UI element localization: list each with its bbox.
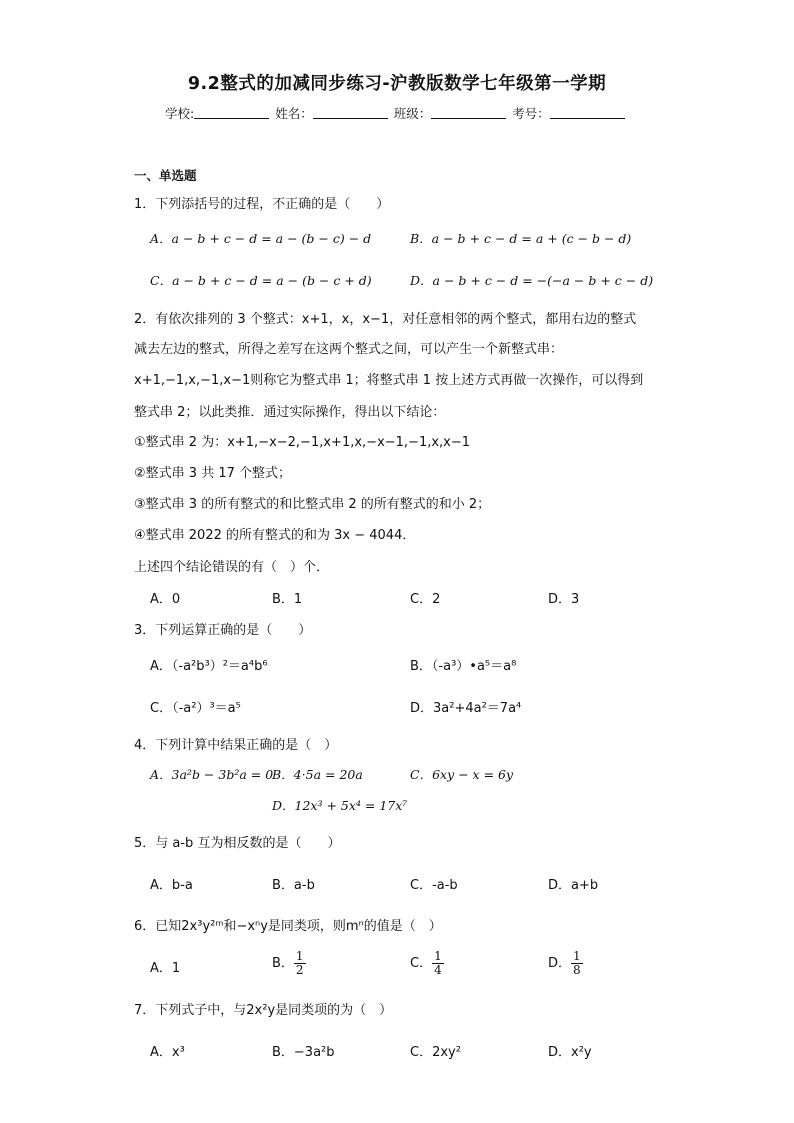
school-blank[interactable] (194, 106, 269, 119)
q6-option-c-label: C． (410, 956, 433, 971)
q2-line-3: x+1,−1,x,−1,x−1则称它为整式串 1；将整式串 1 按上述方式再做一次操作，可以得到 (134, 373, 644, 388)
q6-option-b-label: B． (272, 956, 294, 971)
q1-option-b[interactable]: B．a − b + c − d = a + (c − b − d) (410, 231, 632, 246)
q2-option-b[interactable]: B．1 (272, 592, 303, 607)
q6-stem: 6．已知2x³y²ᵐ和−xⁿy是同类项，则mⁿ的值是（ ） (134, 919, 442, 934)
q2-option-d[interactable]: D．3 (548, 592, 580, 607)
q7-stem: 7．下列式子中，与2x²y是同类项的为（ ） (134, 1003, 393, 1018)
q5-option-d[interactable]: D．a+b (548, 878, 599, 893)
q2-statement-1: ①整式串 2 为：x+1,−x−2,−1,x+1,x,−x−1,−1,x,x−1 (134, 435, 471, 450)
name-blank[interactable] (313, 106, 388, 119)
q3-stem: 3．下列运算正确的是（ ） (134, 623, 312, 638)
q2-question: 上述四个结论错误的有（ ）个． (134, 560, 330, 575)
school-label: 学校: (165, 106, 195, 121)
q3-option-c[interactable]: C．（-a²）³＝a⁵ (150, 701, 241, 716)
q2-statement-2: ②整式串 3 共 17 个整式； (134, 466, 291, 481)
fraction-numerator: 1 (434, 949, 442, 963)
q6-option-a[interactable]: A．1 (150, 961, 181, 976)
fraction-denominator: 2 (295, 963, 304, 977)
q6-option-b-fraction (294, 950, 306, 977)
fraction-numerator: 1 (295, 949, 304, 963)
q4-option-b[interactable]: B．4·5a = 20a (272, 767, 363, 782)
q5-option-b[interactable]: B．a-b (272, 878, 315, 893)
q1-option-a[interactable]: A．a − b + c − d = a − (b − c) − d (150, 231, 372, 246)
q6-option-d-label: D． (548, 956, 572, 971)
q3-option-b[interactable]: B．（-a³）•a⁵＝a⁸ (410, 659, 517, 674)
q2-line-2: 减去左边的整式，所得之差写在这两个整式之间，可以产生一个新整式串： (134, 342, 564, 357)
q1-option-c[interactable]: C．a − b + c − d = a − (b − c + d) (150, 273, 372, 288)
q7-option-c[interactable]: C．2xy² (410, 1045, 461, 1060)
q1-option-d[interactable]: D．a − b + c − d = −(−a − b + c − d) (410, 273, 654, 288)
name-label: 姓名： (275, 106, 313, 121)
q2-statement-4: ④整式串 2022 的所有整式的和为 3x − 4044． (134, 528, 416, 543)
q5-stem: 5．与 a-b 互为相反数的是（ ） (134, 836, 341, 851)
q3-option-d[interactable]: D．3a²+4a²＝7a⁴ (410, 701, 522, 716)
q4-option-c[interactable]: C．6xy − x = 6y (410, 767, 514, 782)
q4-option-a[interactable]: A．3a²b − 3b²a = 0 (150, 767, 274, 782)
fraction-numerator: 1 (573, 949, 581, 963)
q7-option-d[interactable]: D．x²y (548, 1045, 592, 1060)
fraction-denominator: 4 (434, 963, 442, 977)
q2-statement-3: ③整式串 3 的所有整式的和比整式串 2 的所有整式的和小 2； (134, 497, 491, 512)
student-info-line (165, 104, 627, 122)
class-label: 班级： (393, 106, 432, 121)
q2-line-1: 2．有依次排列的 3 个整式：x+1，x，x−1，对任意相邻的两个整式，都用右边的整式 (134, 312, 637, 327)
q5-option-a[interactable]: A．b-a (150, 878, 193, 893)
q4-stem: 4．下列计算中结果正确的是（ ） (134, 738, 338, 753)
class-blank[interactable] (431, 106, 506, 119)
q2-option-c[interactable]: C．2 (410, 592, 441, 607)
q2-option-a[interactable]: A．0 (150, 592, 181, 607)
number-blank[interactable] (550, 106, 625, 119)
number-label: 考号： (512, 106, 550, 121)
page-title: 9.2整式的加减同步练习-沪教版数学七年级第一学期 (187, 74, 607, 94)
q3-option-a[interactable]: A．（-a²b³）²＝a⁴b⁶ (150, 659, 268, 674)
q7-option-b[interactable]: B．−3a²b (272, 1045, 335, 1060)
q6-option-b[interactable] (272, 950, 306, 977)
q2-line-4: 整式串 2；以此类推．通过实际操作，得出以下结论： (134, 405, 446, 420)
q1-stem: 1．下列添括号的过程，不正确的是（ ） (134, 197, 390, 212)
q7-option-a[interactable]: A．x³ (150, 1045, 185, 1060)
q6-option-c[interactable] (410, 950, 444, 977)
fraction-denominator: 8 (573, 963, 581, 977)
q5-option-c[interactable]: C．-a-b (410, 878, 458, 893)
q4-option-d[interactable]: D．12x³ + 5x⁴ = 17x⁷ (272, 798, 408, 813)
q6-option-c-fraction (432, 950, 444, 977)
q6-option-d-fraction (571, 950, 583, 977)
section-heading: 一、单选题 (134, 168, 197, 183)
q6-option-d[interactable] (548, 950, 583, 977)
